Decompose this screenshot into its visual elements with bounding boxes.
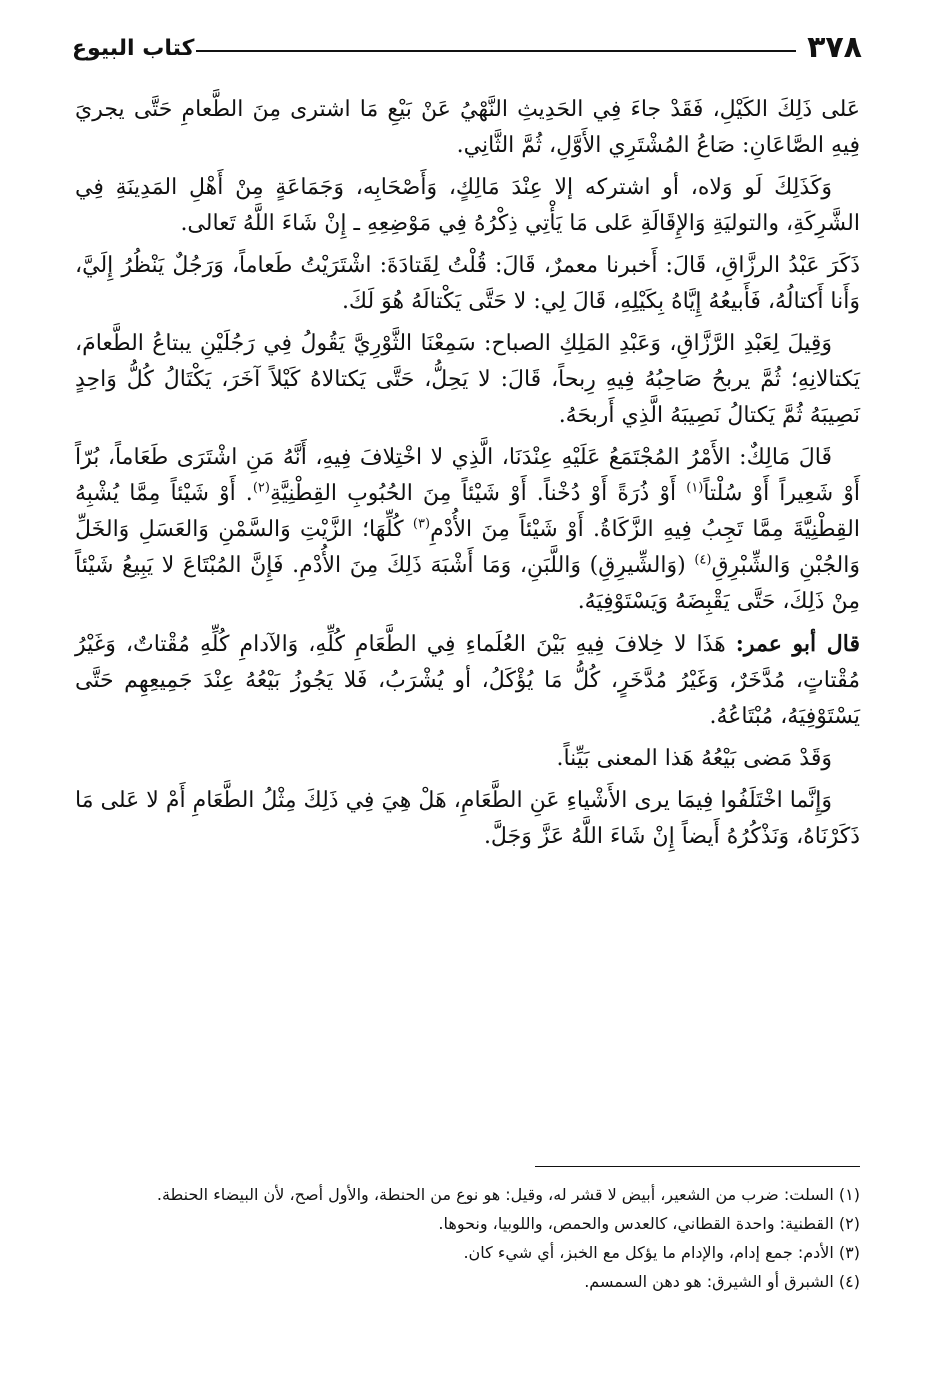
paragraph-6-text: هَذَا لا خِلافَ فِيهِ بَيْنَ العُلَماءِ فِي الطَّعَامِ كُلِّهِ، وَالآدامِ كُلِّهِ مُقْتاتٌ، وَغَيْرُ مُقْتاتٍ، مُدَّخَرٌ، وَغَيْرُ مُدَّخَرٍ، كُلُّ مَا يُؤْكَلُ، أو يُشْرَبُ، فَلا يَجُوزُ بَيْعُهُ عِنْدَ جَمِيعِهِم حَتَّى يَسْتَوْفِيَهُ، مُبْتَاعُهُ. bbox=[75, 632, 860, 729]
paragraph-5-text-c: . أَوْ شَيْئاً مِمَّا يُشْبِهُ القِطْنِيَّةَ مِمَّا تَجِبُ فِيهِ الزَّكَاةُ. أَوْ شَيْئاً مِنَ الأُدْمِ bbox=[75, 481, 860, 542]
running-title: كتاب البيوع bbox=[72, 36, 195, 61]
footnote-3: (٣) الأدم: جمع إدام، والإدام ما يؤكل مع الخبز، أي شيء كان. bbox=[463, 1243, 860, 1262]
speaker-label: قال أبو عمر: bbox=[735, 631, 860, 657]
paragraph-8: وَإِنَّما اخْتَلَفُوا فِيمَا يرى الأَشْياءِ عَنِ الطَّعَامِ، هَلْ هِيَ فِي ذَلِكَ مِثْلُ الطَّعَامِ أَمْ لا عَلى مَا ذَكَرْنَاهُ، وَنَذْكُرُهُ أَيضاً إِنْ شَاءَ اللَّهُ عَزَّ وَجَلَّ. bbox=[75, 788, 860, 849]
main-text bbox=[75, 92, 860, 861]
paragraph-2: وَكَذَلِكَ لَو وَلاه، أو اشتركه إلا عِنْدَ مَالِكٍ، وَأَصْحَابِه، وَجَمَاعَةٍ مِنْ أَهْلِ المَدِينَةِ فِي الشَّرِكَةِ، والتوليَةِ وَالإِقَالَةِ عَلى مَا يَأْتِي ذِكْرُهُ فِي مَوْضِعِهِ ـ إِنْ شَاءَ اللَّهُ تَعالى. bbox=[75, 175, 860, 236]
footnote-ref-1[interactable]: (١) bbox=[686, 480, 704, 496]
footnote-2: (٢) القطنية: واحدة القطاني، كالعدس والحمص، واللوبيا، ونحوها. bbox=[438, 1214, 860, 1233]
footnote-separator bbox=[535, 1166, 860, 1167]
paragraph-3: ذَكَرَ عَبْدُ الرزَّاقِ، قَالَ: أَخبرنا معمرٌ، قَالَ: قُلْتُ لِقَتادَةَ: اشْتَرَيْتُ طَعاماً، وَرَجُلٌ يَنْظُرُ إِلَيَّ، وَأَنا أَكتالُهُ، فَأَبيعُهُ إِيَّاهُ بِكَيْلِهِ، قَالَ لِي: لا حَتَّى يَكْتالَهُ هُوَ لَكَ. bbox=[75, 253, 860, 314]
paragraph-7: وَقَدْ مَضى بَيْعُهُ هَذا المعنى بَيِّناً. bbox=[556, 746, 832, 771]
paragraph-5-text-a: قَالَ مَالِكٌ: الأَمْرُ المُجْتَمَعُ عَلَيْهِ عِنْدَنَا، الَّذِي لا اخْتِلافَ فِيهِ، أَنَّهُ مَنِ اشْتَرَى طَعَاماً، بُرّاً أَوْ شَعِيراً أَوْ سُلْتاً bbox=[75, 445, 860, 506]
paragraph-5-text-b: أَوْ ذُرَةً أَوْ دُخْناً. أَوْ شَيْئاً مِنَ الحُبُوبِ القِطْنِيَّةِ bbox=[269, 481, 687, 506]
footnote-1: (١) السلت: ضرب من الشعير، أبيض لا قشر له، وقيل: هو نوع من الحنطة، والأول أصح، لأن البيضاء الحنطة. bbox=[156, 1185, 860, 1204]
footnote-ref-3[interactable]: (٣) bbox=[412, 516, 431, 532]
page-header bbox=[72, 30, 862, 70]
header-rule bbox=[196, 50, 796, 52]
footnotes bbox=[75, 1180, 860, 1296]
paragraph-4: وَقِيلَ لِعَبْدِ الرَّزَّاقِ، وَعَبْدِ المَلِكِ الصباح: سَمِعْنَا الثَّوْرِيَّ يَقُولُ فِي رَجُلَيْنِ يبتاعُ الطَّعامَ، يَكتالانِهِ؛ ثُمَّ يربحُ صَاحِبُهُ فِيهِ رِبحاً، قَالَ: لا يَحِلُّ، حَتَّى يَكتالاهُ كَيْلاً آخَرَ، يَكْتَالُ كُلُّ وَاحِدٍ نَصِيبَهُ ثُمَّ يَكتالُ نَصِيبَهُ الَّذِي أَربحَهُ. bbox=[75, 331, 860, 428]
paragraph-1: عَلى ذَلِكَ الكَيْلِ، فَقَدْ جاءَ فِي الحَدِيثِ النَّهْيُ عَنْ بَيْعِ مَا اشترى مِنَ الطَّعامِ حَتَّى يجريَ فِيهِ الصَّاعَانِ: صَاعُ المُشْتَرِي الأَوَّلِ، ثُمَّ الثَّانِي. bbox=[75, 97, 860, 158]
footnote-ref-4[interactable]: (٤) bbox=[694, 552, 712, 568]
footnote-4: (٤) الشبرق أو الشيرق: هو دهن السمسم. bbox=[584, 1272, 860, 1291]
paragraph-5-text-e: (وَالشِّيرِقِ) وَاللَّبَنِ، وَمَا أَشْبَهَ ذَلِكَ مِنَ الأُدْمِ. فَإِنَّ المُبْتَاعَ لا يَبِيعُ شَيْئاً مِنْ ذَلِكَ، حَتَّى يَقْبِضَهُ وَيَسْتَوْفِيَهُ. bbox=[75, 553, 860, 614]
paragraph-6 bbox=[75, 626, 860, 735]
footnote-ref-2[interactable]: (٢) bbox=[252, 480, 270, 496]
page-number: ٣٧٨ bbox=[807, 30, 862, 65]
paragraph-5 bbox=[75, 440, 860, 620]
paragraph-5-text-d: كُلِّهَا؛ الزَّيْتِ وَالسَّمْنِ وَالعَسَلِ وَالخَلِّ وَالجُبْنِ وَالشِّبْرِقِ bbox=[75, 517, 860, 578]
